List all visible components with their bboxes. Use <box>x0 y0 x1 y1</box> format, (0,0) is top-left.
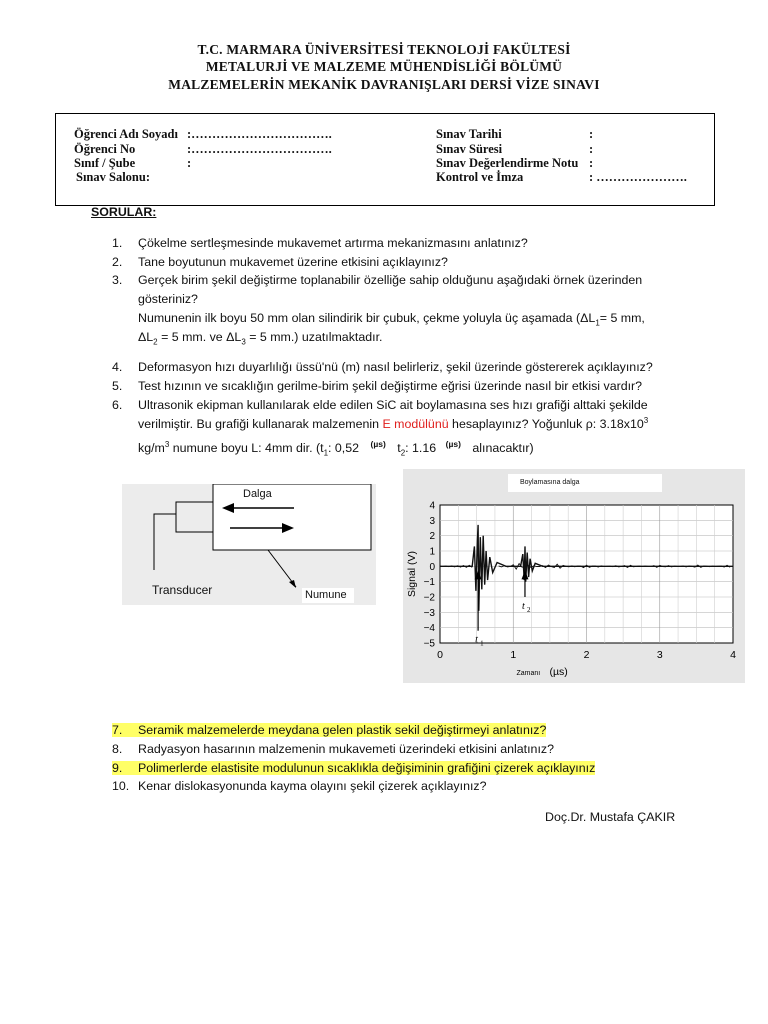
sample-label: Numune <box>305 589 347 601</box>
y-tick-label: 4 <box>429 500 435 512</box>
y-tick-label: 3 <box>429 515 435 527</box>
control-sign-label: Kontrol ve İmza <box>436 170 524 184</box>
x-tick-label: 1 <box>510 649 517 661</box>
question-text: Radyasyon hasarının malzemenin mukavemeti üzerindeki etkisini anlatınız? <box>138 742 554 756</box>
y-tick-label: −4 <box>423 623 435 635</box>
control-sign-field[interactable]: : …………………. <box>589 170 687 184</box>
question-number: 2. <box>112 255 123 269</box>
student-no-field[interactable]: :……………………………. <box>187 142 332 156</box>
x-tick-label: 0 <box>437 649 443 661</box>
superscript: 3 <box>164 439 170 449</box>
question-text: Polimerlerde elastisite modulunun sıcaklıkla değişiminin grafiğini çizerek açıklayınız <box>138 761 596 775</box>
unit-label: (µs) <box>370 439 386 449</box>
university-title: T.C. MARMARA ÜNİVERSİTESİ TEKNOLOJİ FAKÜLTESİ <box>197 42 571 57</box>
x-tick-label: 3 <box>656 649 663 661</box>
exam-grade-label: Sınav Değerlendirme Notu <box>436 156 579 170</box>
x-tick-label: 2 <box>583 649 590 661</box>
exam-date-field[interactable]: : <box>589 127 594 141</box>
question-number: 10. <box>112 779 130 793</box>
text-fragment: kg/m <box>138 441 165 455</box>
student-name-field[interactable]: :……………………………. <box>187 127 332 141</box>
transducer-body <box>176 502 213 532</box>
question-number: 5. <box>112 379 123 393</box>
y-tick-label: 0 <box>429 561 435 573</box>
text-fragment: t <box>397 441 401 455</box>
annotation-subscript: 2 <box>526 606 531 614</box>
question-text: Seramik malzemelerde meydana gelen plastik sekil değiştirmeyi anlatınız? <box>138 723 547 737</box>
text-fragment: Numunenin ilk boyu 50 mm olan silindirik bir çubuk, çekme yoluyla üç aşamada (ΔL <box>138 311 596 325</box>
text-fragment: alınacaktır) <box>472 441 534 455</box>
subscript: 2 <box>153 337 158 347</box>
question-9 <box>112 761 595 775</box>
question-8 <box>112 742 554 756</box>
question-3-line-2: gösteriniz? <box>138 292 198 306</box>
exam-date-label: Sınav Tarihi <box>436 127 502 141</box>
superscript: 3 <box>643 416 649 425</box>
y-tick-label: −5 <box>423 638 435 650</box>
wave-label: Dalga <box>243 488 272 500</box>
x-tick-label: 4 <box>730 649 736 661</box>
student-no-label: Öğrenci No <box>74 142 136 156</box>
question-number: 9. <box>112 761 123 775</box>
unit-label: (µs) <box>445 439 461 449</box>
section-title: SORULAR: <box>91 205 157 219</box>
question-3 <box>112 273 642 287</box>
exam-room-label: Sınav Salonu: <box>76 170 150 184</box>
text-fragment: = 5 mm.) uzatılmaktadır. <box>245 330 383 344</box>
question-7 <box>112 723 546 737</box>
question-text: Kenar dislokasyonunda kayma olayını şekil çizerek açıklayınız? <box>138 779 487 793</box>
question-number: 3. <box>112 273 123 287</box>
text-fragment: verilmiştir. Bu grafiği kullanarak malzemenin <box>138 417 383 432</box>
question-10 <box>112 779 487 793</box>
signal-chart-panel <box>403 469 745 683</box>
sample-leader-head <box>289 580 296 588</box>
student-name-label: Öğrenci Adı Soyadı <box>74 127 178 141</box>
question-3-line-3 <box>138 311 645 327</box>
class-label: Sınıf / Şube <box>74 156 136 170</box>
transducer-cable <box>154 514 176 570</box>
subscript: 2 <box>400 448 406 458</box>
question-2 <box>112 255 448 269</box>
question-text: Test hızının ve sıcaklığın gerilme-birim şekil değiştirme eğrisi üzerinde nasıl bir etkisi vardır? <box>138 379 643 393</box>
question-text: Gerçek birim şekil değiştirme toplanabilir özelliğe sahip olduğunu aşağıdaki örnek üzerinden <box>138 273 643 287</box>
exam-duration-label: Sınav Süresi <box>436 142 503 156</box>
y-axis-label: Signal (V) <box>406 550 418 598</box>
highlighted-term: E modülünü <box>382 417 449 432</box>
x-axis-unit: (µs) <box>549 666 568 678</box>
class-field[interactable]: : <box>187 156 192 170</box>
question-number: 8. <box>112 742 123 756</box>
question-3-line-4 <box>138 330 382 346</box>
exam-title: MALZEMELERİN MEKANİK DAVRANIŞLARI DERSİ VİZE SINAVI <box>168 77 600 92</box>
ultrasonic-diagram <box>122 484 376 605</box>
text-fragment: numune boyu L: 4mm dir. (t <box>169 441 324 455</box>
text-fragment: : 0,52 <box>328 441 360 455</box>
department-title: METALURJİ VE MALZEME MÜHENDİSLİĞİ BÖLÜMÜ <box>205 59 563 74</box>
subscript: 1 <box>595 318 600 328</box>
text-fragment: = 5 mm, <box>599 311 645 325</box>
y-tick-label: 1 <box>429 546 435 558</box>
exam-grade-field[interactable]: : <box>589 156 594 170</box>
question-text: Çökelme sertleşmesinde mukavemet artırma mekanizmasını anlatınız? <box>138 236 528 250</box>
text-fragment: hesaplayınız? Yoğunluk ρ: 3.18x10 <box>448 417 644 432</box>
question-6 <box>112 398 648 412</box>
text-fragment: ΔL <box>138 330 154 344</box>
annotation-label: t <box>475 634 478 646</box>
question-text: Deformasyon hızı duyarlılığı üssü'nü (m) nasıl belirleriz, şekil üzerinde göstererek açıklayınız? <box>138 360 653 374</box>
subscript: 1 <box>323 448 329 458</box>
question-number: 4. <box>112 360 123 374</box>
annotation-label: t <box>521 601 525 612</box>
chart-title: Boylamasına dalga <box>520 479 580 486</box>
question-6-line-3 <box>138 439 534 457</box>
question-number: 6. <box>112 398 123 412</box>
transducer-label: Transducer <box>152 583 213 597</box>
y-tick-label: −1 <box>423 577 435 589</box>
y-tick-label: −3 <box>423 607 435 619</box>
question-4 <box>112 360 653 374</box>
question-6-line-2 <box>138 416 648 431</box>
x-axis-label: Zamanı <box>516 670 541 677</box>
subscript: 3 <box>241 337 246 347</box>
y-tick-label: −2 <box>423 592 435 604</box>
question-text: Ultrasonik ekipman kullanılarak elde edilen SiC ait boylamasına ses hızı grafiği alttaki şekilde <box>138 398 648 412</box>
instructor-signature: Doç.Dr. Mustafa ÇAKIR <box>545 810 676 824</box>
question-number: 1. <box>112 236 123 250</box>
text-fragment: = 5 mm. ve ΔL <box>157 330 242 344</box>
question-text: Tane boyutunun mukavemet üzerine etkisini açıklayınız? <box>138 255 448 269</box>
question-1 <box>112 236 528 250</box>
y-tick-label: 2 <box>429 531 435 543</box>
annotation-subscript: 1 <box>480 639 484 648</box>
question-number: 7. <box>112 723 123 737</box>
exam-duration-field[interactable]: : <box>589 142 594 156</box>
signal-chart <box>403 469 745 683</box>
text-fragment: : 1.16 <box>405 441 437 455</box>
question-5 <box>112 379 642 393</box>
